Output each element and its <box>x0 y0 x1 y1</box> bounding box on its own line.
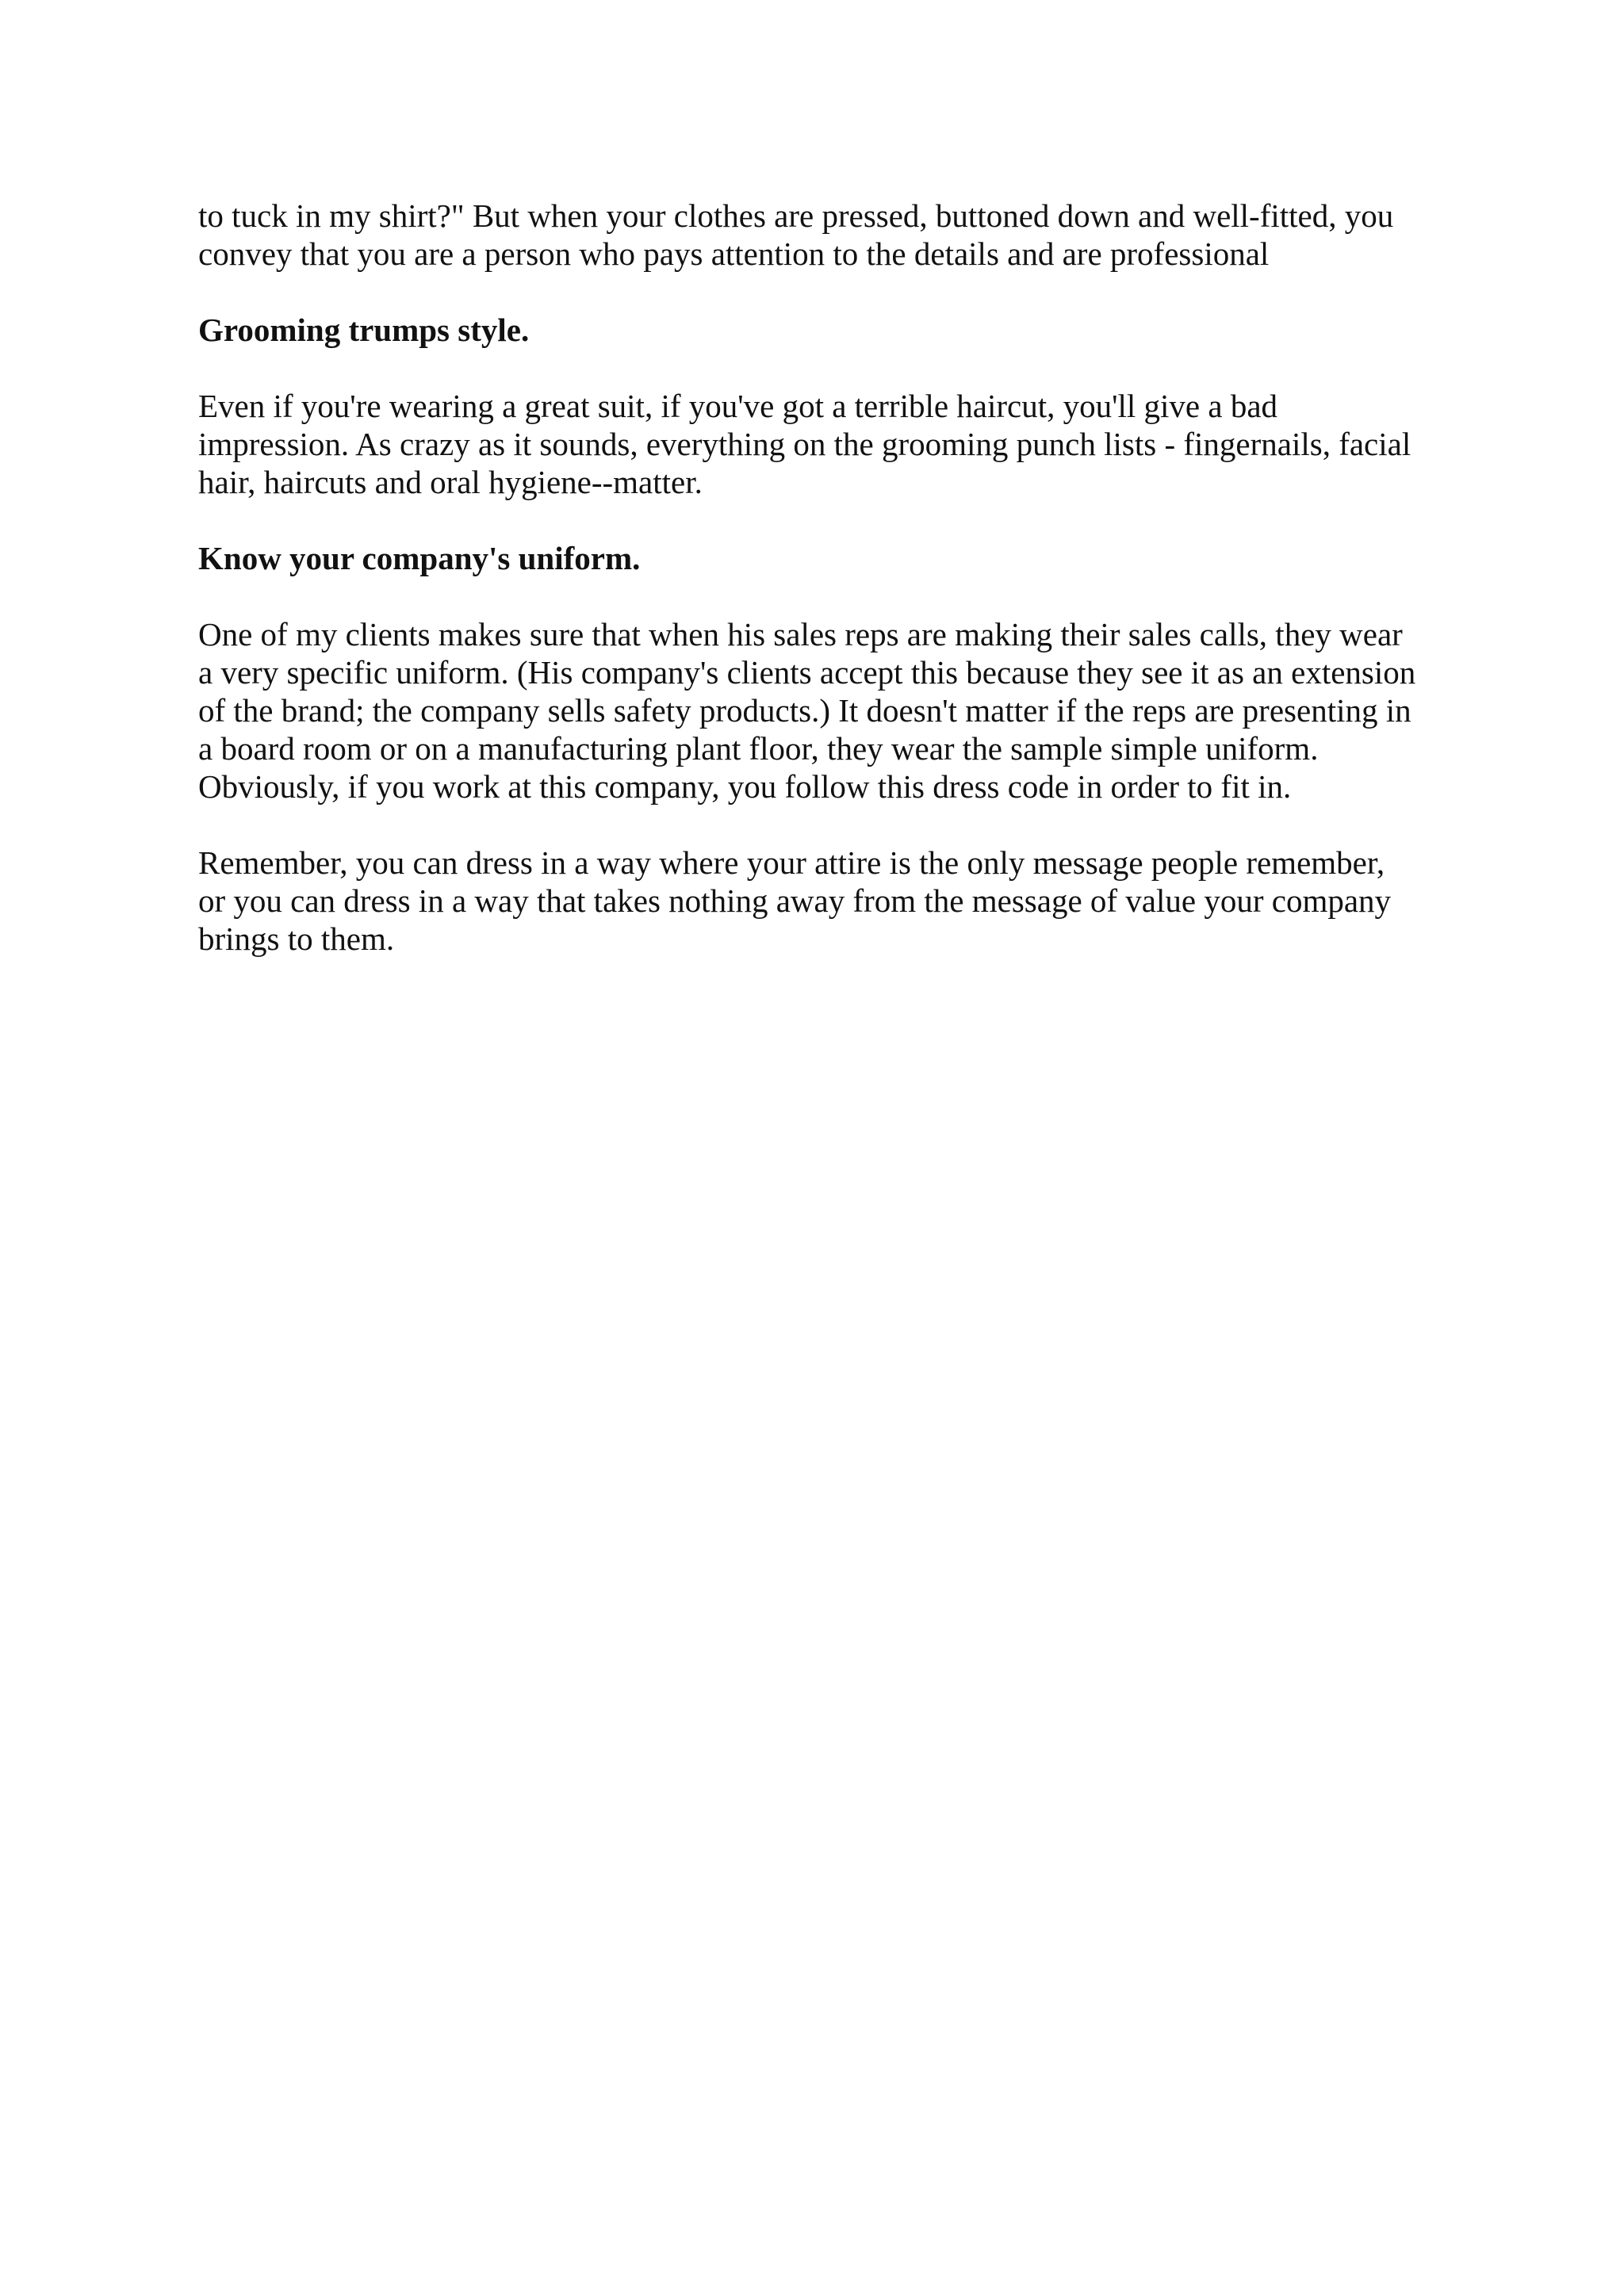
paragraph-line: Remember, you can dress in a way where your attire is the only message people remember, <box>198 844 1385 881</box>
paragraph-line: of the brand; the company sells safety products.) It doesn't matter if the reps are presenting in <box>198 692 1411 729</box>
paragraph-line: impression. As crazy as it sounds, everything on the grooming punch lists - fingernails, facial <box>198 426 1411 462</box>
paragraph-line: a board room or on a manufacturing plant floor, they wear the sample simple uniform. <box>198 730 1319 767</box>
intro-paragraph <box>198 197 1451 273</box>
paragraph-line: convey that you are a person who pays attention to the details and are professional <box>198 235 1270 272</box>
paragraph-line: to tuck in my shirt?" But when your clothes are pressed, buttoned down and well-fitted, you <box>198 197 1394 234</box>
paragraph-line: One of my clients makes sure that when his sales reps are making their sales calls, they wear <box>198 616 1403 652</box>
paragraph-line: hair, haircuts and oral hygiene--matter. <box>198 464 703 500</box>
section-heading-grooming: Grooming trumps style. <box>198 312 530 348</box>
paragraph-line: brings to them. <box>198 920 395 957</box>
section-heading-uniform: Know your company's uniform. <box>198 540 641 576</box>
closing-paragraph <box>198 844 1451 958</box>
paragraph-line: a very specific uniform. (His company's clients accept this because they see it as an extension <box>198 654 1416 691</box>
paragraph-line: or you can dress in a way that takes nothing away from the message of value your company <box>198 882 1392 919</box>
paragraph-line: Obviously, if you work at this company, you follow this dress code in order to fit in. <box>198 768 1292 805</box>
paragraph-line: Even if you're wearing a great suit, if you've got a terrible haircut, you'll give a bad <box>198 388 1278 424</box>
grooming-paragraph <box>198 387 1451 501</box>
document-body <box>198 197 1451 996</box>
uniform-paragraph <box>198 615 1451 806</box>
